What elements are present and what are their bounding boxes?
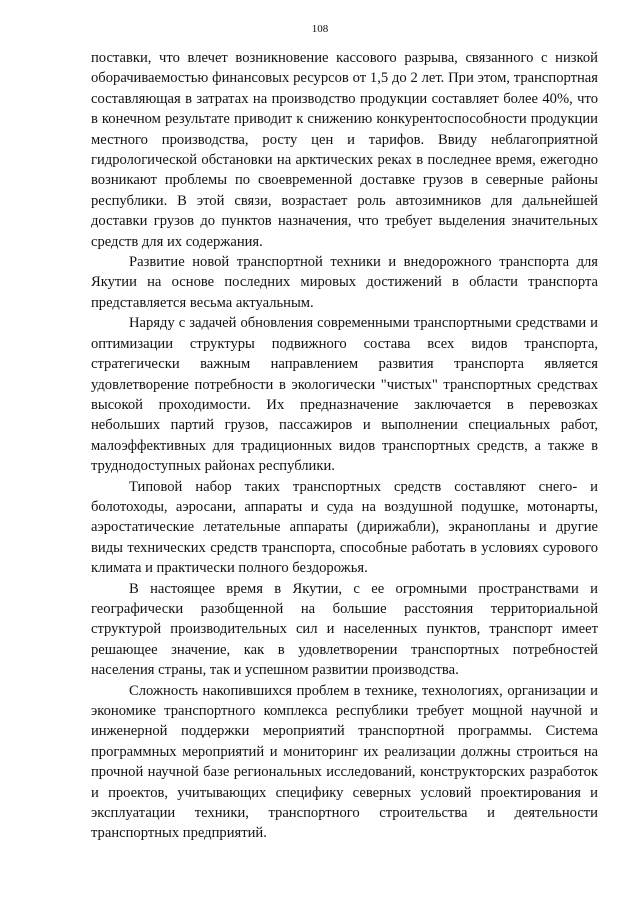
paragraph: Сложность накопившихся проблем в технике, технологиях, организации и экономике транспортного комплекса республики требует мощной научной и инженерной поддержки мероприятий транспортной программы. Система программных мероприятий и мониторинг их реализации должны строиться на прочной научной базе региональных исследований, конструкторских разработок и проектов, учитывающих специфику северных условий проектирования и эксплуатации техники, транспортного строительства и деятельности транспортных предприятий. bbox=[91, 682, 598, 842]
paragraph: Развитие новой транспортной техники и внедорожного транспорта для Якутии на основе последних мировых достижений в области транспорта представляется весьма актуальным. bbox=[91, 254, 598, 311]
body-text bbox=[91, 48, 598, 844]
paragraph: Наряду с задачей обновления современными транспортными средствами и оптимизации структуры подвижного состава всех видов транспорта, стратегически важным направлением развития транспорта является удовлетворение потребности в экологически "чистых" транспортных средствах высокой проходимости. Их предназначение заключается в перевозках небольших партий грузов, пассажиров и выполнении специальных работ, малоэффективных для традиционных видов транспортных средств, а также в труднодоступных районах республики. bbox=[91, 315, 598, 475]
page-number: 108 bbox=[311, 23, 329, 35]
paragraph: Типовой набор таких транспортных средств составляют снего- и болотоходы, аэросани, аппараты и суда на воздушной подушке, мотонарты, аэростатические летательные аппараты (дирижабли), экранопланы и другие виды технических средств транспорта, способные работать в условиях сурового климата и практически полного бездорожья. bbox=[91, 478, 598, 577]
paragraph: В настоящее время в Якутии, с ее огромными пространствами и географически разобщенной на большие расстояния территориальной структурой производительных сил и населенных пунктов, транспорт имеет решающее значение, как в удовлетворении транспортных потребностей населения страны, так и успешном развитии производства. bbox=[91, 580, 598, 679]
paragraph-continuation: поставки, что влечет возникновение кассового разрыва, связанного с низкой оборачиваемостью финансовых ресурсов от 1,5 до 2 лет. При этом, транспортная составляющая в затратах на производство продукции составляет более 40%, что в конечном результате приводит к снижению конкурентоспособности продукции местного производства, росту цен и тарифов. Ввиду неблагоприятной гидрологической обстановки на арктических реках в последнее время, ежегодно возникают проблемы по своевременной доставке грузов в северные районы республики. В этой связи, возрастает роль автозимников для дальнейшей доставки грузов до пунктов назначения, что требует выделения значительных средств для их содержания. bbox=[91, 50, 598, 250]
